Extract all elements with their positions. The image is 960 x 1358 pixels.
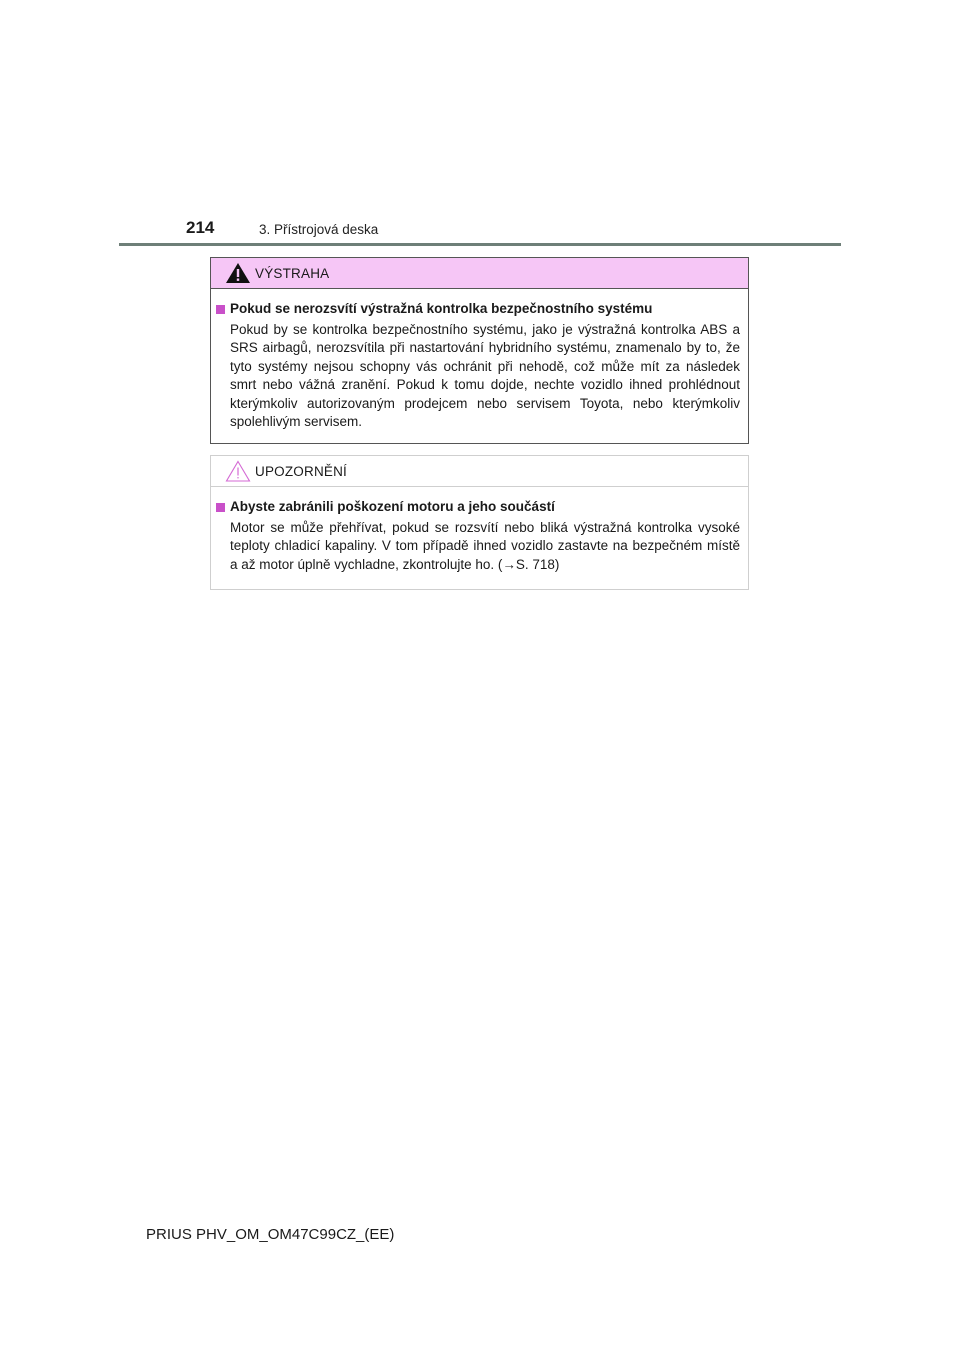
caution-box	[210, 455, 749, 590]
caution-item-text: Motor se může přehřívat, pokud se rozsvítí nebo bliká výstražná kontrolka vysoké teploty chladicí kapaliny. V tom případě ihned vozidlo zastavte na bezpečném místě a až motor úplně vychladne, zkontrolujte ho. (→S. 718)	[230, 520, 740, 572]
square-bullet-icon	[216, 503, 225, 512]
warning-box	[210, 257, 749, 444]
warning-box-header	[211, 258, 748, 289]
caution-box-header	[211, 456, 748, 487]
header-rule	[119, 243, 841, 246]
caution-item-title-text: Abyste zabránili poškození motoru a jeho součástí	[230, 499, 555, 514]
caution-triangle-outline-icon	[225, 460, 251, 482]
warning-item-title-text: Pokud se nerozsvítí výstražná kontrolka bezpečnostního systému	[230, 301, 653, 316]
section-title: 3. Přístrojová deska	[259, 222, 379, 237]
footer-doc-code: PRIUS PHV_OM_OM47C99CZ_(EE)	[146, 1226, 395, 1243]
square-bullet-icon	[216, 305, 225, 314]
caution-item-title	[215, 497, 740, 517]
caution-label: UPOZORNĚNÍ	[255, 464, 348, 479]
warning-triangle-filled-icon	[225, 262, 251, 284]
page-number: 214	[186, 218, 215, 237]
warning-label: VÝSTRAHA	[255, 266, 330, 281]
warning-item-title	[215, 299, 740, 319]
warning-item-text: Pokud by se kontrolka bezpečnostního systému, jako je výstražná kontrolka ABS a SRS airbagů, nerozsvítila při nastartování hybridního systému, znamenalo by to, že tyto systémy nejsou schopny vás ochránit při nehodě, což může mít za následek smrt nebo vážná zranění. Pokud k tomu dojde, nechte vozidlo ihned prohlédnout kterýmkoliv autorizovaným prodejcem nebo servisem Toyota, nebo kterýmkoliv spolehlivým servisem.	[230, 322, 740, 430]
